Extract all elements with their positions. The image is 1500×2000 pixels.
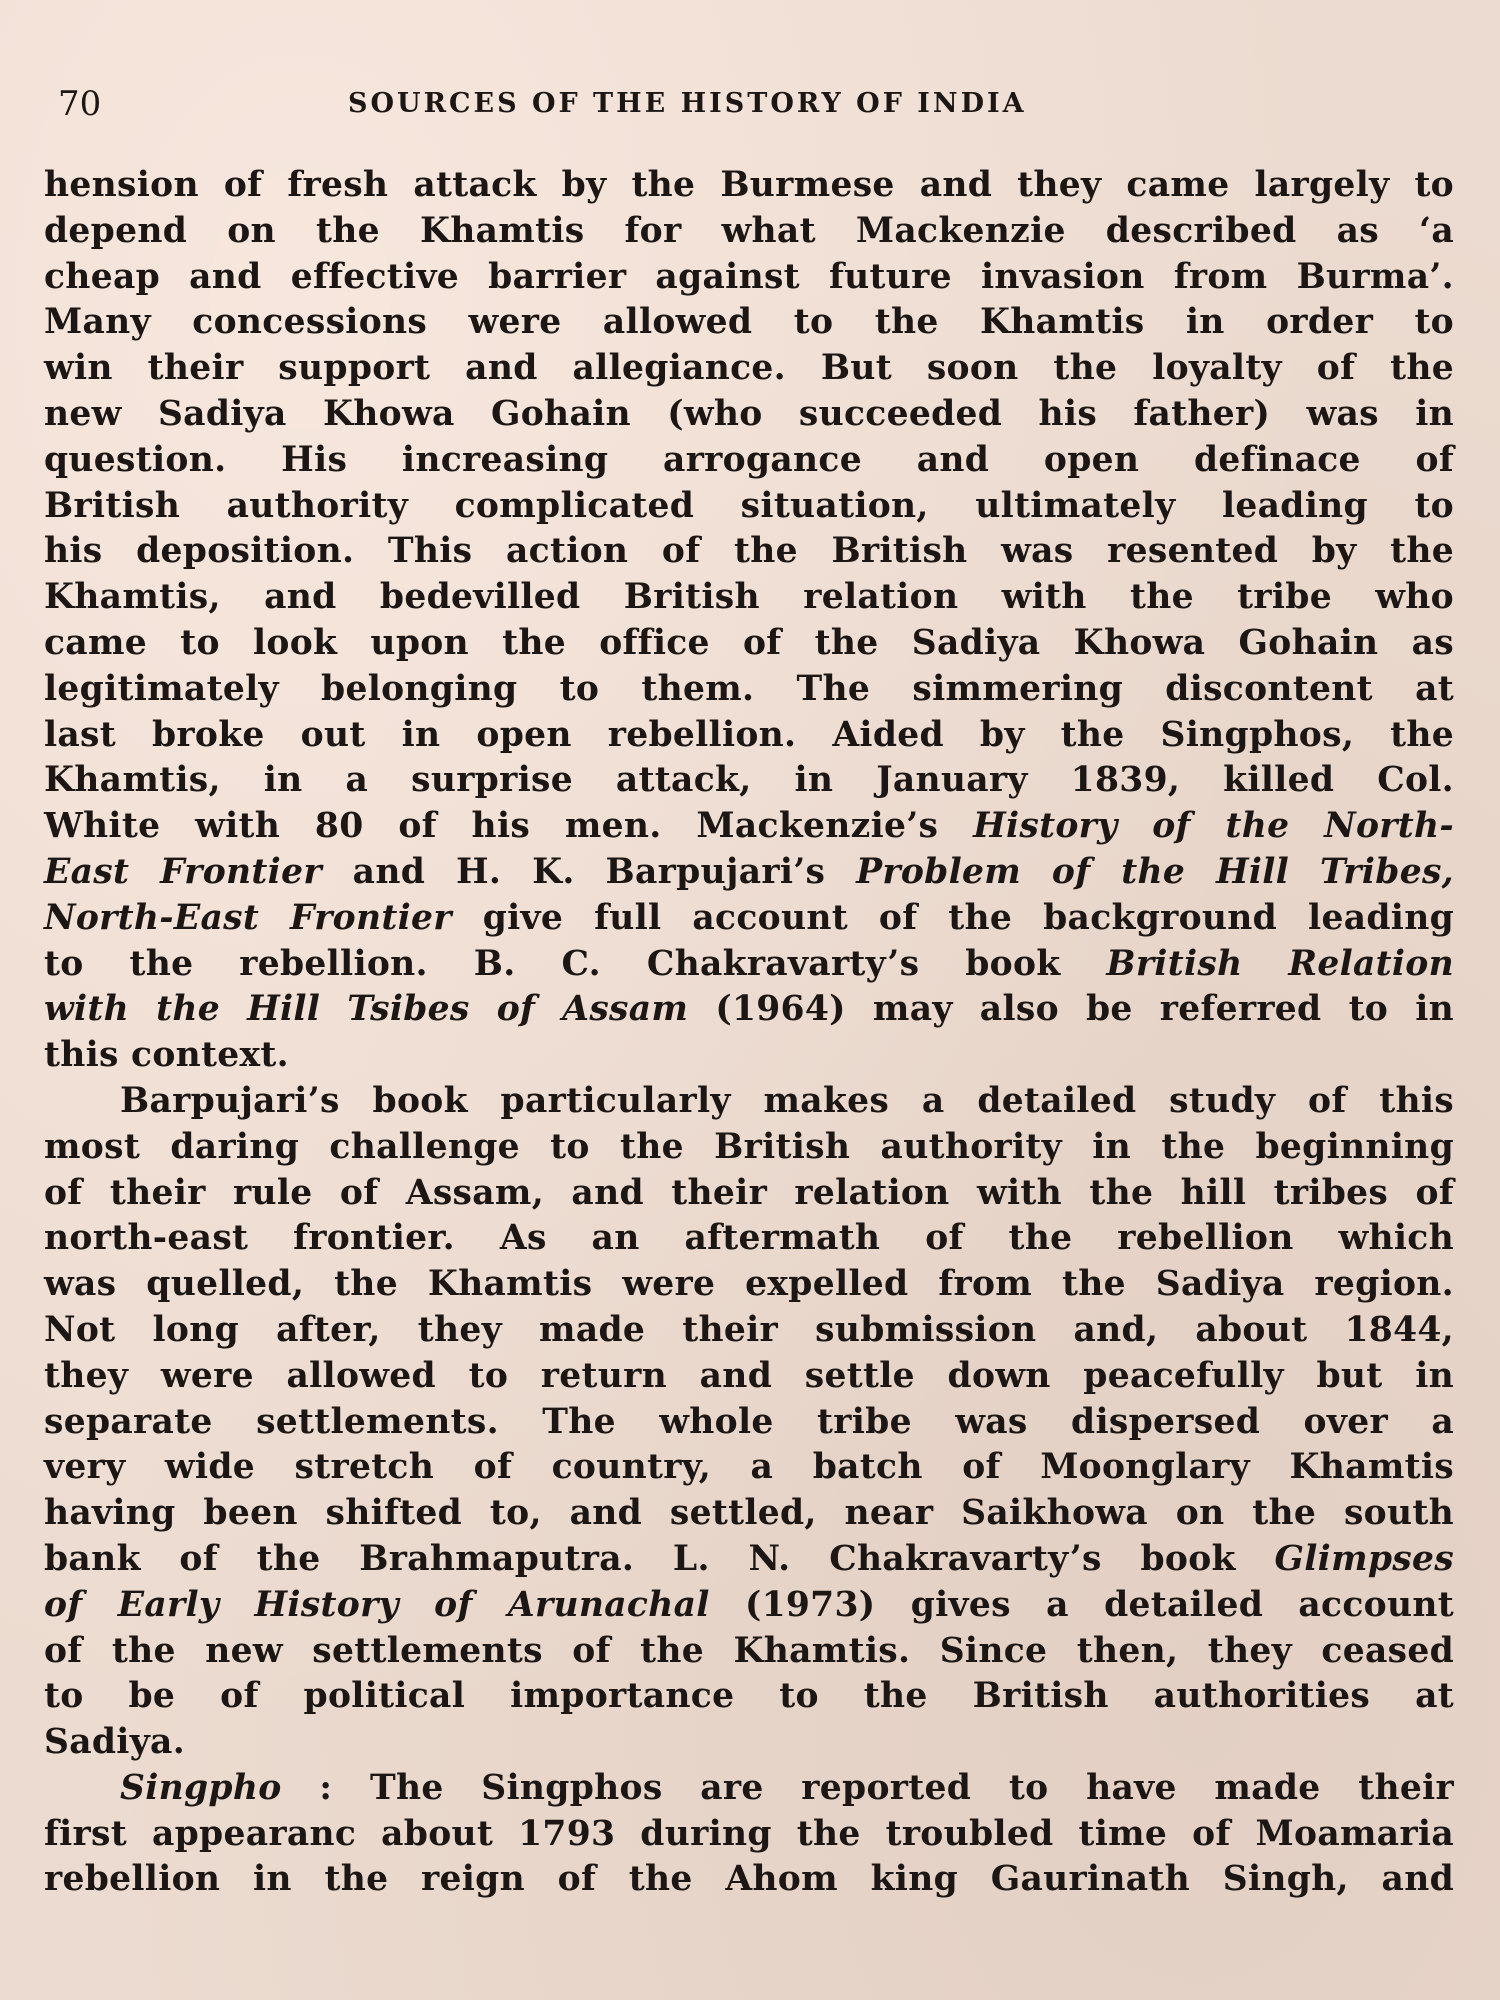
text-line [44,1125,1454,1171]
text-segment: this context. [44,1035,289,1076]
text-segment: they were allowed to return and settle down peacefully but in [44,1355,1454,1396]
text-segment: question. His increasing arrogance and open definace of [44,439,1454,480]
text-segment: rebellion in the reign of the Ahom king Gaurinath Singh, and [44,1859,1454,1900]
running-head: SOURCES OF THE HISTORY OF INDIA [348,88,1027,119]
text-segment: bank of the Brahmaputra. L. N. Chakravarty’s book [44,1538,1275,1579]
text-line [44,1445,1454,1491]
italic-title: Glimpses [1274,1538,1454,1579]
text-line [44,1033,1454,1079]
text-line [44,575,1454,621]
text-segment: Not long after, they made their submission and, about 1844, [44,1309,1454,1350]
text-segment: very wide stretch of country, a batch of Moonglary Khamtis [44,1447,1454,1488]
text-segment: was quelled, the Khamtis were expelled from the Sadiya region. [44,1264,1454,1305]
text-segment: to the rebellion. B. C. Chakravarty’s book [44,943,1107,984]
text-line [44,1400,1454,1446]
text-line [44,850,1454,896]
italic-title: North-East Frontier [44,897,452,938]
text-segment: Many concessions were allowed to the Khamtis in order to [44,302,1454,343]
italic-title: Singpho [120,1767,282,1808]
text-segment: separate settlements. The whole tribe was dispersed over a [44,1401,1454,1442]
text-segment: new Sadiya Khowa Gohain (who succeeded his father) was in [44,393,1454,434]
text-line [44,1766,1454,1812]
text-line [44,1537,1454,1583]
text-line [44,713,1454,759]
text-segment: came to look upon the office of the Sadiya Khowa Gohain as [44,622,1454,663]
text-line [44,1857,1454,1903]
text-segment: Barpujari’s book particularly makes a detailed study of this [120,1080,1454,1121]
text-line [44,346,1454,392]
text-segment: Sadiya. [44,1722,186,1763]
text-line [44,1079,1454,1125]
text-line [44,392,1454,438]
text-line [44,987,1454,1033]
text-line [44,163,1454,209]
text-segment: depend on the Khamtis for what Mackenzie described as ‘a [44,210,1454,251]
text-line [44,758,1454,804]
text-line [44,1629,1454,1675]
text-line [44,300,1454,346]
text-line [44,484,1454,530]
text-segment: to be of political importance to the British authorities at [44,1676,1454,1717]
italic-title: East Frontier [44,851,322,892]
text-segment: (1964) may also be referred to in [688,989,1454,1030]
text-line [44,1216,1454,1262]
italic-title: History of the North- [973,806,1455,847]
text-line [44,1583,1454,1629]
text-line [44,804,1454,850]
text-segment: give full account of the background leading [451,897,1454,938]
text-segment: hension of fresh attack by the Burmese and they came largely to [44,165,1454,205]
text-segment: White with 80 of his men. Mackenzie’s [44,806,974,847]
text-line [44,1262,1454,1308]
text-line [44,621,1454,667]
text-line [44,896,1454,942]
text-line [44,1674,1454,1720]
text-line [44,209,1454,255]
text-segment: first appearanc about 1793 during the troubled time of Moamaria [44,1813,1454,1854]
text-segment: : The Singphos are reported to have made their [281,1767,1454,1808]
text-segment: of the new settlements of the Khamtis. Since then, they ceased [44,1630,1454,1671]
text-segment: having been shifted to, and settled, near Saikhowa on the south [44,1493,1454,1534]
text-segment: (1973) gives a detailed account [709,1584,1454,1625]
italic-title: Problem of the Hill Tribes, [856,851,1454,892]
text-segment: his deposition. This action of the British was resented by the [44,531,1454,572]
page-header [58,82,1450,126]
text-segment: win their support and allegiance. But soon the loyalty of the [44,348,1454,389]
text-line [44,1308,1454,1354]
text-segment: and H. K. Barpujari’s [321,851,857,892]
text-segment: north-east frontier. As an aftermath of the rebellion which [44,1218,1454,1259]
italic-title: with the Hill Tsibes of Assam [44,989,689,1030]
text-segment: legitimately belonging to them. The simmering discontent at [44,668,1454,709]
text-line [44,667,1454,713]
text-segment: last broke out in open rebellion. Aided by the Singphos, the [44,714,1454,755]
text-line [44,1720,1454,1766]
text-line [44,529,1454,575]
text-segment: British authority complicated situation, ultimately leading to [44,485,1454,526]
text-line [44,1491,1454,1537]
text-segment: of their rule of Assam, and their relation with the hill tribes of [44,1172,1454,1213]
italic-title: of Early History of Arunachal [44,1584,710,1625]
text-line [44,255,1454,301]
text-segment: Khamtis, in a surprise attack, in January 1839, killed Col. [44,760,1454,801]
text-segment: Khamtis, and bedevilled British relation with the tribe who [44,577,1454,618]
text-segment: cheap and effective barrier against future invasion from Burma’. [44,256,1454,297]
text-line [44,1812,1454,1858]
page-number: 70 [58,84,102,124]
text-line [44,942,1454,988]
text-segment: most daring challenge to the British authority in the beginning [44,1126,1454,1167]
italic-title: British Relation [1106,943,1454,984]
body-text [44,163,1454,1903]
text-line [44,1171,1454,1217]
text-line [44,438,1454,484]
text-line [44,1354,1454,1400]
